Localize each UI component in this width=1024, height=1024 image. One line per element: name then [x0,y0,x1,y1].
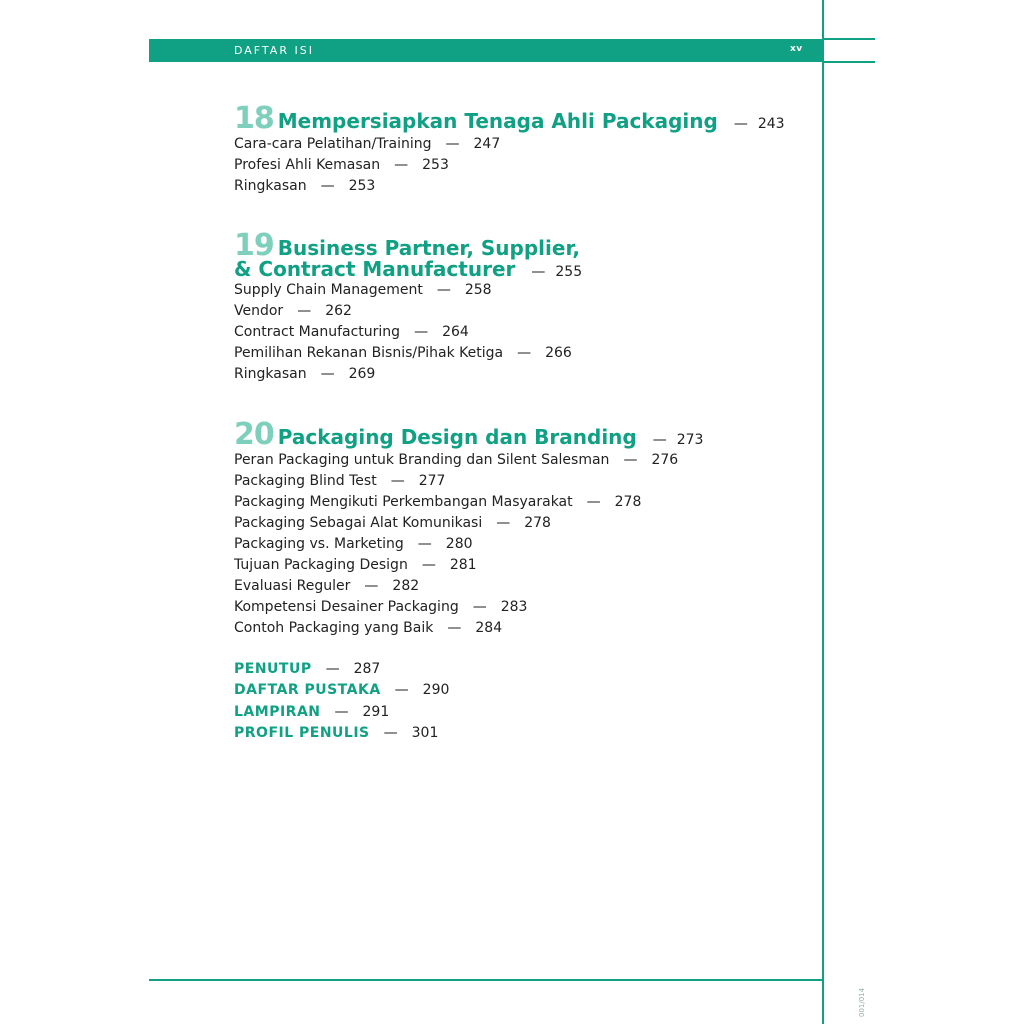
toc-entry[interactable] [234,576,703,597]
entry-page: 281 [449,557,477,573]
leader-dash: — [417,536,432,552]
back-matter-title: PROFIL PENULIS [234,724,370,741]
chapter-20 [234,417,704,639]
back-matter [234,659,449,744]
entry-page: 284 [475,620,503,636]
toc-entry[interactable] [234,450,703,471]
leader-dash: — [297,303,312,319]
chapter-number: 19 [234,228,274,263]
chapter-number: 20 [234,417,274,452]
toc-entry[interactable] [234,322,582,343]
back-matter-page: 301 [411,724,439,741]
entry-title: Contoh Packaging yang Baik [234,620,434,636]
back-matter-entry[interactable] [234,680,449,701]
leader-dash: — [445,136,460,152]
leader-dash: — [394,157,409,173]
chapter-title: Mempersiapkan Tenaga Ahli Packaging [277,109,718,133]
entry-page: 258 [464,282,492,298]
back-matter-entry[interactable] [234,723,449,744]
toc-entry[interactable] [234,534,703,555]
back-matter-page: 291 [362,703,390,720]
chapter-heading[interactable] [234,101,785,136]
leader-dash: — [472,599,487,615]
toc-entry[interactable] [234,555,703,576]
toc-entry[interactable] [234,176,785,197]
toc-entry[interactable] [234,364,582,385]
header-title: DAFTAR ISI [234,44,314,57]
chapter-title: Packaging Design dan Branding [277,425,637,449]
entry-page: 266 [545,345,572,361]
chapter-heading[interactable] [234,417,704,452]
back-matter-entry[interactable] [234,659,449,680]
chapter-page: 243 [757,116,785,132]
chapter-page: 255 [555,264,583,280]
header-rule-bottom [823,61,875,63]
entry-title: Profesi Ahli Kemasan [234,157,381,173]
entry-page: 276 [651,452,679,468]
leader-dash: — [531,264,546,280]
leader-dash: — [320,366,335,382]
entry-title: Kompetensi Desainer Packaging [234,599,459,615]
vertical-rule [822,0,824,1024]
entry-page: 282 [392,578,420,594]
entry-title: Contract Manufacturing [234,324,401,340]
leader-dash: — [652,432,667,448]
toc-entry[interactable] [234,155,785,176]
footer-rule [149,979,824,981]
entry-title: Packaging vs. Marketing [234,536,404,552]
entry-title: Packaging Blind Test [234,473,377,489]
leader-dash: — [496,515,511,531]
entry-page: 280 [445,536,473,552]
chapter-page: 273 [676,432,704,448]
toc-entry[interactable] [234,618,703,639]
chapter-heading-line2[interactable] [234,258,582,280]
entry-title: Ringkasan [234,366,307,382]
leader-dash: — [733,116,748,132]
leader-dash: — [325,661,340,677]
chapter-title: Business Partner, Supplier, [277,236,580,260]
leader-dash: — [447,620,462,636]
header-rule-top [823,38,875,40]
back-matter-title: LAMPIRAN [234,703,321,720]
chapter-19 [234,228,583,385]
toc-entry[interactable] [234,343,582,364]
back-matter-title: DAFTAR PUSTAKA [234,682,381,699]
leader-dash: — [364,578,379,594]
leader-dash: — [517,345,532,361]
toc-entry[interactable] [234,492,703,513]
leader-dash: — [421,557,436,573]
entry-title: Supply Chain Management [234,282,423,298]
entry-page: 253 [422,157,449,173]
back-matter-page: 290 [422,682,450,699]
entry-title: Vendor [234,303,284,319]
entry-title: Packaging Mengikuti Perkembangan Masyarakat [234,494,573,510]
leader-dash: — [383,724,398,741]
leader-dash: — [414,324,429,340]
leader-dash: — [394,682,409,699]
leader-dash: — [623,452,638,468]
entry-title: Cara-cara Pelatihan/Training [234,136,432,152]
chapter-title-line2: & Contract Manufacturer [234,257,516,281]
toc-entry[interactable] [234,134,785,155]
entry-title: Evaluasi Reguler [234,578,351,594]
leader-dash: — [436,282,451,298]
leader-dash: — [390,473,405,489]
entry-page: 253 [348,178,376,194]
entry-title: Ringkasan [234,178,307,194]
toc-entry[interactable] [234,471,703,492]
toc-entry[interactable] [234,513,703,534]
entry-page: 283 [500,599,528,615]
entry-page: 247 [473,136,501,152]
leader-dash: — [334,703,349,720]
entry-page: 264 [442,324,469,340]
entry-title: Pemilihan Rekanan Bisnis/Pihak Ketiga [234,345,504,361]
entry-title: Packaging Sebagai Alat Komunikasi [234,515,483,531]
leader-dash: — [320,178,335,194]
entry-title: Peran Packaging untuk Branding dan Silent Salesman [234,452,610,468]
chapter-number: 18 [234,101,274,136]
entry-page: 277 [418,473,446,489]
side-code: 001/014 [858,987,866,1017]
toc-entry[interactable] [234,597,703,618]
entry-title: Tujuan Packaging Design [234,557,408,573]
back-matter-page: 287 [353,661,381,677]
back-matter-entry[interactable] [234,702,449,723]
entry-page: 278 [524,515,551,531]
entry-page: 262 [325,303,352,319]
entry-page: 269 [348,366,376,382]
entry-page: 278 [614,494,642,510]
toc-entry[interactable] [234,280,582,301]
header-page-number: xv [790,44,803,54]
back-matter-title: PENUTUP [234,661,312,677]
toc-entry[interactable] [234,301,582,322]
chapter-18 [234,101,785,197]
leader-dash: — [586,494,601,510]
